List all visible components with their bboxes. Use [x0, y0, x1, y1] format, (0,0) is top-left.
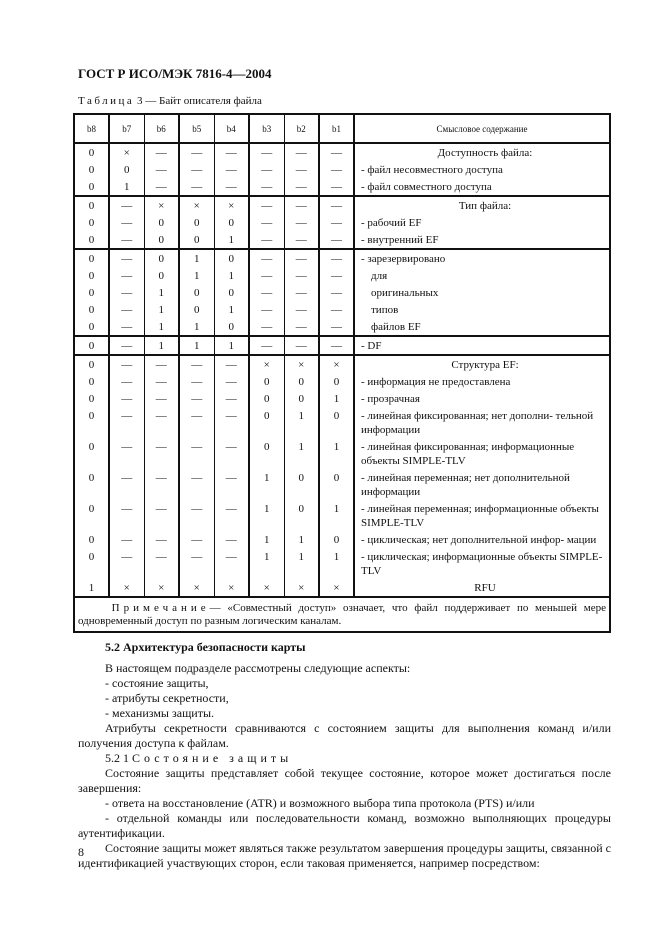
bit-cell: — — [249, 301, 284, 318]
caption-prefix: Таблица — [78, 95, 135, 107]
bit-cell: — — [109, 214, 144, 231]
bit-cell: — — [109, 531, 144, 548]
table-row — [74, 231, 610, 249]
description-cell: типов — [354, 301, 610, 318]
bit-cell: — — [284, 143, 319, 161]
list-item: - атрибуты секретности, — [105, 691, 229, 705]
page-number: 8 — [78, 845, 84, 859]
bit-cell: 0 — [319, 407, 354, 438]
bit-cell: — — [319, 196, 354, 214]
table-row — [74, 355, 610, 373]
subsection-title: Состояние защиты — [132, 751, 293, 765]
description-cell: - файл совместного доступа — [354, 178, 610, 196]
bit-cell: 0 — [179, 231, 214, 249]
bit-cell: — — [214, 161, 249, 178]
bit-cell: 0 — [214, 284, 249, 301]
bit-cell: — — [249, 178, 284, 196]
bit-cell: 0 — [88, 441, 95, 453]
description-cell: Структура EF: — [354, 355, 610, 373]
table-row — [74, 390, 610, 407]
bit-cell: — — [109, 373, 144, 390]
bit-cell: — — [109, 336, 144, 355]
bit-cell: 1 — [249, 531, 284, 548]
bit-cell: 1 — [179, 267, 214, 284]
description-cell: - линейная фиксированная; нет дополни- тельной информации — [354, 407, 610, 438]
bit-cell: 0 — [88, 147, 95, 159]
bit-cell: — — [214, 390, 249, 407]
bit-cell: 0 — [88, 304, 95, 316]
bit-cell: 1 — [179, 249, 214, 267]
bit-cell: — — [179, 143, 214, 161]
bit-cell: — — [109, 267, 144, 284]
bit-cell: 0 — [144, 249, 179, 267]
bit-cell: — — [249, 214, 284, 231]
bit-cell: — — [109, 301, 144, 318]
bit-cell: 0 — [88, 164, 95, 176]
bit-cell: × — [109, 579, 144, 597]
bit-cell: 0 — [284, 373, 319, 390]
bit-cell: — — [109, 407, 144, 438]
bit-cell: × — [179, 579, 214, 597]
bit-cell: 1 — [249, 500, 284, 531]
bit-cell: — — [249, 231, 284, 249]
bit-cell: — — [179, 500, 214, 531]
description-cell: Тип файла: — [354, 196, 610, 214]
column-header: b4 — [214, 114, 249, 143]
paragraph: В настоящем подразделе рассмотрены следующие аспекты: — [105, 661, 411, 675]
table-header-row — [74, 114, 610, 143]
bit-cell: — — [109, 231, 144, 249]
bit-cell: 0 — [214, 214, 249, 231]
bit-cell: — — [144, 373, 179, 390]
list-item: - состояние защиты, — [105, 676, 209, 690]
bit-cell: 1 — [284, 438, 319, 469]
bit-cell: 0 — [74, 336, 109, 355]
bit-cell: 1 — [214, 301, 249, 318]
column-header: Смысловое содержание — [354, 114, 610, 143]
document-header: ГОСТ Р ИСО/МЭК 7816-4—2004 — [78, 66, 272, 81]
description-cell: - циклическая; информационные объекты SIMPLE-TLV — [354, 548, 610, 579]
bit-cell: 0 — [144, 214, 179, 231]
bit-cell: 0 — [88, 534, 95, 546]
bit-cell: — — [284, 284, 319, 301]
table-row — [74, 500, 610, 531]
bit-cell: 0 — [88, 217, 95, 229]
bit-cell: — — [179, 390, 214, 407]
bit-cell: — — [319, 178, 354, 196]
table-row — [74, 318, 610, 336]
bit-cell: — — [214, 500, 249, 531]
bit-cell: — — [249, 318, 284, 336]
bit-cell: — — [284, 267, 319, 284]
bit-cell: — — [144, 469, 179, 500]
bit-cell: — — [144, 161, 179, 178]
description-cell: - DF — [354, 336, 610, 355]
bit-cell: 0 — [249, 407, 284, 438]
bit-cell: 0 — [319, 469, 354, 500]
bit-cell: — — [284, 301, 319, 318]
column-header: b1 — [319, 114, 354, 143]
bit-cell: — — [249, 336, 284, 355]
bit-cell: × — [214, 579, 249, 597]
bit-cell: 0 — [74, 355, 109, 373]
subsection-number: 5.2 1 — [105, 751, 132, 765]
bit-cell: 0 — [284, 390, 319, 407]
description-cell: - внутренний EF — [354, 231, 610, 249]
bit-cell: 0 — [88, 234, 95, 246]
bit-cell: 1 — [144, 284, 179, 301]
bit-cell: 1 — [88, 582, 95, 594]
table-row — [74, 469, 610, 500]
bit-cell: — — [319, 336, 354, 355]
bit-cell: — — [319, 143, 354, 161]
bit-cell: 0 — [88, 393, 95, 405]
bit-cell: — — [144, 178, 179, 196]
bit-cell: — — [249, 196, 284, 214]
paragraph: Состояние защиты может являться также результатом завершения процедуры защиты, связанной с идентификацией участвующих сторон, если таковая применяется, например посредством: — [78, 841, 611, 870]
list-item: - механизмы защиты. — [105, 706, 215, 720]
table-row — [74, 214, 610, 231]
bit-cell: 0 — [249, 373, 284, 390]
description-cell: RFU — [354, 579, 610, 597]
bit-cell: — — [144, 500, 179, 531]
bit-cell: — — [284, 318, 319, 336]
bit-cell: × — [179, 196, 214, 214]
bit-cell: 1 — [284, 548, 319, 579]
bit-cell: 1 — [144, 318, 179, 336]
bit-cell: × — [284, 579, 319, 597]
table-row — [74, 407, 610, 438]
bit-cell: × — [284, 355, 319, 373]
bit-cell: 0 — [88, 321, 95, 333]
bit-cell: 0 — [144, 231, 179, 249]
table-row — [74, 531, 610, 548]
bit-cell: — — [319, 161, 354, 178]
bit-cell: — — [214, 469, 249, 500]
bit-cell: — — [214, 548, 249, 579]
table-row — [74, 284, 610, 301]
bit-cell: × — [144, 579, 179, 597]
description-cell: - циклическая; нет дополнительной инфор- мации — [354, 531, 610, 548]
table-caption — [78, 95, 262, 107]
bit-cell: — — [179, 438, 214, 469]
bit-cell: 0 — [88, 376, 95, 388]
bit-cell: — — [109, 548, 144, 579]
bit-cell: — — [144, 438, 179, 469]
paragraph: - ответа на восстановление (ATR) и возможного выбора типа протокола (PTS) и/или — [105, 796, 535, 810]
bit-cell: — — [284, 231, 319, 249]
table-row — [74, 438, 610, 469]
column-header: b6 — [144, 114, 179, 143]
table-row — [74, 161, 610, 178]
bit-cell: × — [249, 579, 284, 597]
bit-cell: 1 — [179, 336, 214, 355]
bit-cell: — — [319, 249, 354, 267]
bit-cell: — — [249, 161, 284, 178]
file-descriptor-table — [73, 113, 611, 633]
bit-cell: 0 — [144, 267, 179, 284]
caption-text: 3 — Байт описателя файла — [134, 95, 262, 107]
table-body — [74, 143, 610, 632]
bit-cell: 1 — [284, 531, 319, 548]
bit-cell: × — [249, 355, 284, 373]
section-heading: 5.2 Архитектура безопасности карты — [105, 640, 306, 654]
table-row — [74, 548, 610, 579]
bit-cell: — — [319, 284, 354, 301]
bit-cell: — — [249, 267, 284, 284]
bit-cell: 0 — [284, 500, 319, 531]
bit-cell: — — [109, 318, 144, 336]
bit-cell: 0 — [179, 214, 214, 231]
bit-cell: 1 — [319, 548, 354, 579]
bit-cell: — — [214, 438, 249, 469]
bit-cell: 0 — [109, 161, 144, 178]
column-header: b8 — [74, 114, 109, 143]
bit-cell: — — [109, 284, 144, 301]
table-row — [74, 143, 610, 161]
bit-cell: — — [179, 548, 214, 579]
bit-cell: — — [319, 214, 354, 231]
bit-cell: — — [144, 390, 179, 407]
bit-cell: — — [214, 178, 249, 196]
bit-cell: — — [109, 355, 144, 373]
table-row — [74, 301, 610, 318]
bit-cell: 0 — [284, 469, 319, 500]
bit-cell: 1 — [214, 336, 249, 355]
bit-cell: 0 — [74, 249, 109, 267]
bit-cell: × — [144, 196, 179, 214]
bit-cell: 0 — [249, 438, 284, 469]
bit-cell: 1 — [319, 500, 354, 531]
bit-cell: 0 — [88, 287, 95, 299]
description-cell: файлов EF — [354, 318, 610, 336]
bit-cell: 0 — [179, 301, 214, 318]
column-header: b7 — [109, 114, 144, 143]
column-header: b2 — [284, 114, 319, 143]
paragraph: Атрибуты секретности сравниваются с состоянием защиты для выполнения команд и/или получения доступа к файлам. — [78, 721, 611, 750]
bit-cell: — — [109, 390, 144, 407]
bit-cell: × — [214, 196, 249, 214]
bit-cell: — — [284, 249, 319, 267]
note-label: Примечание — [111, 602, 210, 614]
bit-cell: — — [284, 196, 319, 214]
bit-cell: 1 — [249, 469, 284, 500]
bit-cell: 0 — [214, 318, 249, 336]
table-row — [74, 196, 610, 214]
bit-cell: × — [109, 143, 144, 161]
bit-cell: — — [319, 231, 354, 249]
description-cell: - рабочий EF — [354, 214, 610, 231]
column-header: b3 — [249, 114, 284, 143]
table-row — [74, 336, 610, 355]
bit-cell: 0 — [88, 503, 95, 515]
description-cell: - файл несовместного доступа — [354, 161, 610, 178]
bit-cell: × — [319, 355, 354, 373]
bit-cell: 0 — [319, 531, 354, 548]
bit-cell: — — [179, 373, 214, 390]
bit-cell: 0 — [88, 472, 95, 484]
bit-cell: 0 — [88, 181, 95, 193]
bit-cell: — — [179, 531, 214, 548]
paragraph: - отдельной команды или последовательности команд, возможно выполняющих процедуры аутентификации. — [78, 811, 611, 840]
table-note — [74, 597, 610, 632]
bit-cell: 0 — [249, 390, 284, 407]
bit-cell: — — [319, 267, 354, 284]
column-header: b5 — [179, 114, 214, 143]
description-cell: оригинальных — [354, 284, 610, 301]
bit-cell: — — [179, 469, 214, 500]
bit-cell: — — [214, 143, 249, 161]
table-row — [74, 579, 610, 597]
bit-cell: — — [109, 500, 144, 531]
bit-cell: 0 — [88, 270, 95, 282]
section-body — [78, 640, 611, 871]
bit-cell: — — [144, 143, 179, 161]
bit-cell: 1 — [214, 231, 249, 249]
bit-cell: 1 — [214, 267, 249, 284]
description-cell: - линейная фиксированная; информационные объекты SIMPLE-TLV — [354, 438, 610, 469]
bit-cell: — — [249, 284, 284, 301]
description-cell: Доступность файла: — [354, 143, 610, 161]
bit-cell: 1 — [319, 390, 354, 407]
bit-cell: — — [214, 373, 249, 390]
bit-cell: — — [109, 469, 144, 500]
bit-cell: 0 — [319, 373, 354, 390]
bit-cell: — — [144, 407, 179, 438]
bit-cell: — — [179, 178, 214, 196]
bit-cell: 1 — [144, 336, 179, 355]
bit-cell: — — [179, 407, 214, 438]
description-cell: - информация не предоставлена — [354, 373, 610, 390]
table-row — [74, 178, 610, 196]
description-cell: - зарезервировано — [354, 249, 610, 267]
bit-cell: — — [214, 355, 249, 373]
paragraph: Состояние защиты представляет собой текущее состояние, которое может достигаться после завершения: — [78, 766, 611, 795]
bit-cell: — — [284, 178, 319, 196]
bit-cell: 1 — [319, 438, 354, 469]
subsection-heading — [78, 751, 611, 766]
table-note-row — [74, 597, 610, 632]
bit-cell: — — [284, 214, 319, 231]
bit-cell: — — [214, 407, 249, 438]
bit-cell: 1 — [249, 548, 284, 579]
bit-cell: — — [284, 161, 319, 178]
bit-cell: 1 — [144, 301, 179, 318]
bit-cell: 1 — [109, 178, 144, 196]
bit-cell: — — [144, 548, 179, 579]
bit-cell: 0 — [74, 196, 109, 214]
bit-cell: 0 — [88, 551, 95, 563]
bit-cell: — — [109, 438, 144, 469]
bit-cell: 0 — [179, 284, 214, 301]
bit-cell: 0 — [214, 249, 249, 267]
bit-cell: — — [319, 318, 354, 336]
bit-cell: — — [179, 355, 214, 373]
bit-cell: — — [179, 161, 214, 178]
bit-cell: 0 — [88, 410, 95, 422]
table-row — [74, 267, 610, 284]
bit-cell: 1 — [284, 407, 319, 438]
bit-cell: × — [319, 579, 354, 597]
bit-cell: — — [319, 301, 354, 318]
bit-cell: — — [249, 143, 284, 161]
description-cell: - линейная переменная; информационные объекты SIMPLE-TLV — [354, 500, 610, 531]
bit-cell: — — [109, 249, 144, 267]
description-cell: - линейная переменная; нет дополнительной информации — [354, 469, 610, 500]
bit-cell: — — [144, 355, 179, 373]
bit-cell: — — [214, 531, 249, 548]
bit-cell: 1 — [179, 318, 214, 336]
description-cell: для — [354, 267, 610, 284]
bit-cell: — — [249, 249, 284, 267]
bit-cell: — — [109, 196, 144, 214]
table-row — [74, 373, 610, 390]
table-row — [74, 249, 610, 267]
note-text: — «Совместный доступ» означает, что файл поддерживает по меньшей мере одновременный доступ по разным логическим каналам. — [78, 602, 607, 627]
bit-cell: — — [144, 531, 179, 548]
description-cell: - прозрачная — [354, 390, 610, 407]
bit-cell: — — [284, 336, 319, 355]
